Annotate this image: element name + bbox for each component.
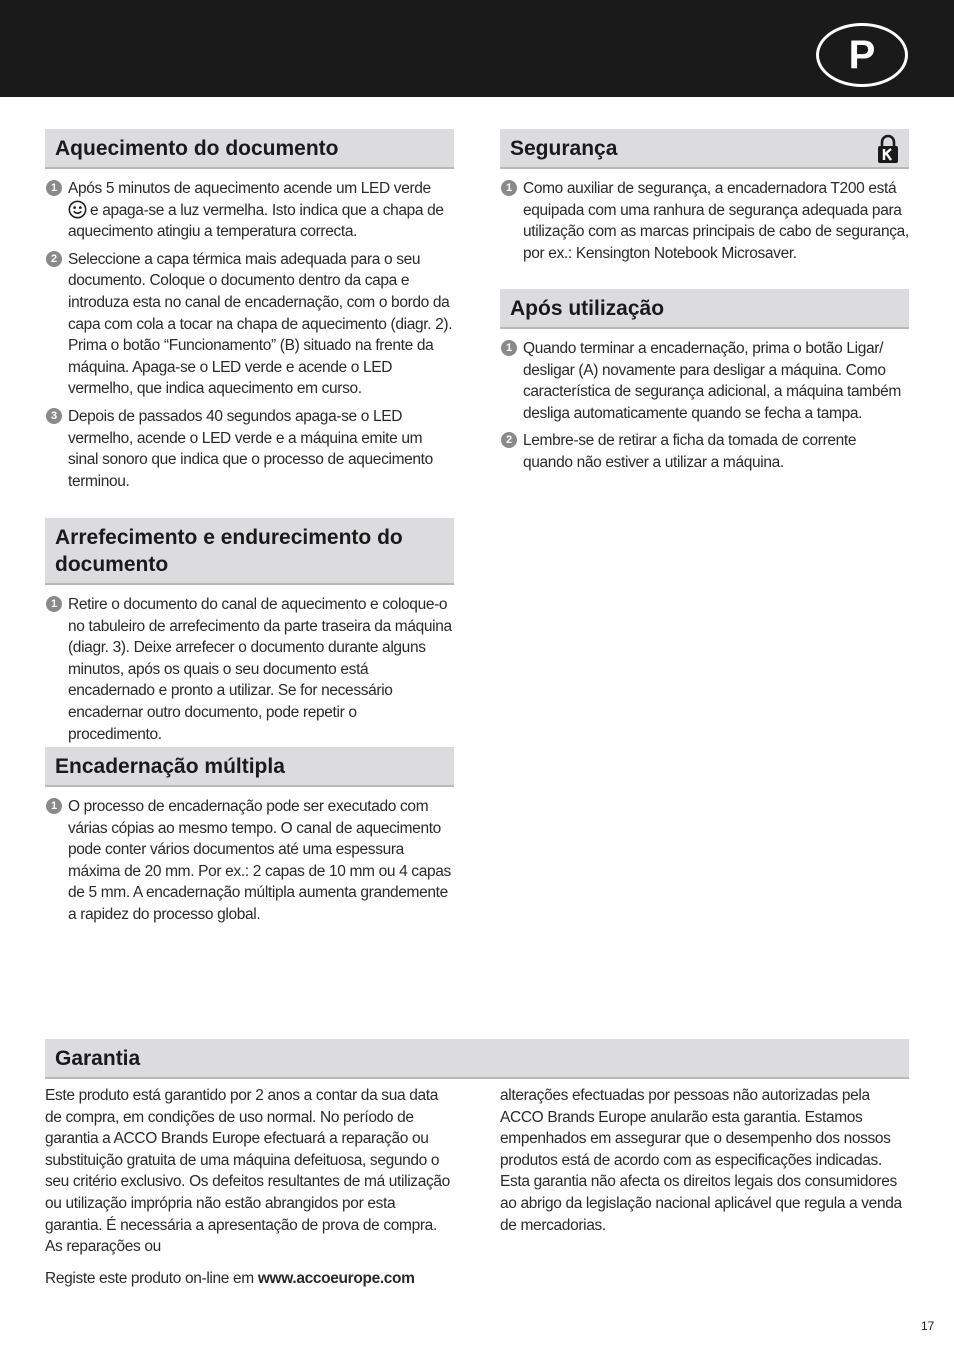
step-number: 1: [46, 180, 62, 196]
garantia-left-column: [45, 1085, 455, 1289]
section-apos-utilizacao: [500, 289, 909, 480]
item-text: Retire o documento do canal de aquecimento e coloque-o no tabuleiro de arrefecimento da parte traseira da máquina (diagr. 3). Deixe arrefecer o documento durante alguns minutos, após os quais o seu documento está encadernado e pronto a utilizar. Se for necessário encadernar outro documento, pode repetir o procedimento.: [68, 596, 452, 743]
section-title-text: Segurança: [510, 137, 618, 160]
register-link[interactable]: www.accoeurope.com: [257, 1269, 415, 1287]
section-aquecimento: [45, 129, 454, 498]
garantia-text-right: alterações efectuadas por pessoas não autorizadas pela ACCO Brands Europe anularão esta garantia. Estamos empenhados em assegurar que o desempenho dos nossos produtos está de acordo com as especificações indicadas. Esta garantia não afecta os direitos legais dos consumidores ao abrigo da legislação nacional aplicável que regula a venda de mercadorias.: [500, 1087, 902, 1234]
step-number: 1: [46, 596, 62, 612]
list-item: [500, 178, 909, 264]
step-number: 2: [501, 432, 517, 448]
section-title-garantia: Garantia: [45, 1039, 909, 1079]
section-arrefecimento: [45, 518, 454, 751]
item-text: Depois de passados 40 segundos apaga-se o LED vermelho, acende o LED verde e a máquina emite um sinal sonoro que indica que o processo de aquecimento terminou.: [68, 407, 433, 490]
section-title: Encadernação múltipla: [45, 747, 454, 787]
step-number: 2: [46, 251, 62, 267]
register-line: [45, 1268, 455, 1290]
section-title: [500, 129, 909, 169]
language-badge: P: [816, 23, 908, 87]
item-text: Quando terminar a encadernação, prima o botão Ligar/ desligar (A) novamente para desligar a máquina. Como característica de segurança adicional, a máquina também desliga automaticamente quando se fecha a tampa.: [523, 340, 901, 422]
list-item: [500, 338, 909, 424]
item-text: Após 5 minutos de aquecimento acende um LED verde: [68, 180, 431, 197]
list-item: [45, 594, 454, 745]
section-seguranca: [500, 129, 909, 270]
kensington-lock-icon: [877, 134, 899, 164]
register-text: Registe este produto on-line em: [45, 1269, 258, 1287]
item-text-continued: e apaga-se a luz vermelha. Isto indica que a chapa de aquecimento atingiu a temperatura correcta.: [68, 201, 444, 241]
step-number: 1: [501, 340, 517, 356]
item-text: O processo de encadernação pode ser executado com várias cópias ao mesmo tempo. O canal de aquecimento pode conter vários documentos até uma espessura máxima de 20 mm. Por ex.: 2 capas de 10 mm ou 4 capas de 5 mm. A encadernação múltipla aumenta grandemente a rapidez do processo global.: [68, 798, 451, 923]
item-text: Como auxiliar de segurança, a encadernadora T200 está equipada com uma ranhura de segurança adequada para utilização com as marcas principais de cabo de segurança, por ex.: Kensington Notebook Microsaver.: [523, 180, 909, 262]
item-text: Seleccione a capa térmica mais adequada para o seu documento. Coloque o documento dentro da capa e introduza esta no canal de encadernação, com o bordo da capa com cola a tocar na chapa de aquecimento (diagr. 2). Prima o botão “Funcionamento” (B) situado na frente da máquina. Apaga-se o LED verde e acende o LED vermelho, que indica aquecimento em curso.: [68, 250, 453, 398]
section-multipla: [45, 747, 454, 932]
list-item: [45, 406, 454, 492]
step-number: 1: [501, 180, 517, 196]
header-bar: [0, 0, 954, 97]
list-item: [45, 249, 454, 400]
garantia-right-column: [500, 1085, 910, 1236]
item-text: Lembre-se de retirar a ficha da tomada de corrente quando não estiver a utilizar a máquina.: [523, 432, 857, 471]
list-item: [45, 178, 454, 243]
section-title: Aquecimento do documento: [45, 129, 454, 169]
step-number: 3: [46, 408, 62, 424]
step-number: 1: [46, 798, 62, 814]
list-item: [500, 430, 909, 473]
page-number: 17: [921, 1319, 935, 1333]
smiley-icon: [68, 200, 87, 219]
section-title: Arrefecimento e endurecimento do documento: [45, 518, 454, 585]
section-title: Após utilização: [500, 289, 909, 329]
list-item: [45, 796, 454, 926]
garantia-text-left: Este produto está garantido por 2 anos a contar da sua data de compra, em condições de uso normal. No período de garantia a ACCO Brands Europe efectuará a reparação ou substituição gratuita de uma máquina defeituosa, segundo o seu critério exclusivo. Os defeitos resultantes de má utilização ou utilização imprópria não estão abrangidos por esta garantia. É necessária a apresentação de prova de compra. As reparações ou: [45, 1087, 450, 1256]
